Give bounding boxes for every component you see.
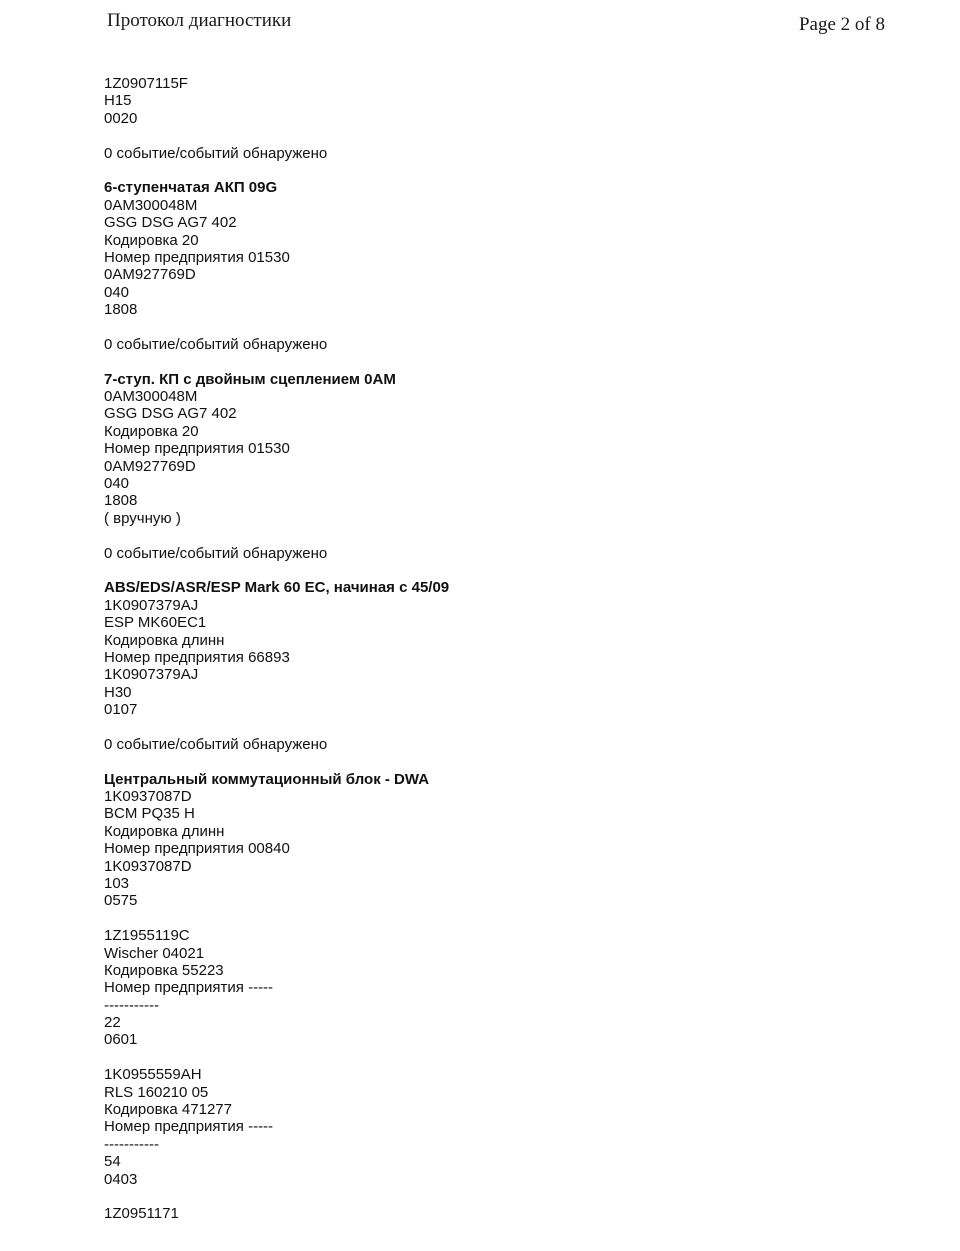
text-line: 1K0937087D [104,857,192,875]
blank-line [104,127,924,144]
text-line: H15 [104,92,132,110]
text-line: 1808 [104,492,138,510]
text-line: 1K0955559AH [104,1066,202,1084]
text-line: GSG DSG AG7 402 [104,214,237,232]
text-line: BCM PQ35 H [104,805,195,823]
text-line: 103 [104,874,130,892]
text-line: Номер предприятия ----- [104,1118,274,1136]
text-line: Кодировка 20 [104,422,199,440]
text-line: 0107 [104,701,138,719]
text-line: 0 событие/событий обнаружено [104,335,328,353]
text-line: ----------- [104,996,159,1014]
text-line: Номер предприятия ----- [104,979,274,997]
text-line: ----------- [104,1135,159,1153]
text-line: 0403 [104,1170,138,1188]
text-line: 040 [104,283,130,301]
blank-line [104,353,924,370]
text-line: ( вручную ) [104,509,181,527]
text-line: 0 событие/событий обнаружено [104,144,328,162]
text-line: GSG DSG AG7 402 [104,405,237,423]
section-heading: Центральный коммутационный блок - DWA [104,770,430,788]
text-line: 1K0907379AJ [104,666,199,684]
section-heading: 7-ступ. КП с двойным сцеплением 0AM [104,370,396,388]
text-line: 1Z0951171 [104,1205,179,1223]
text-line: 0601 [104,1031,138,1049]
text-line: 0AM927769D [104,266,196,284]
text-line: 1Z1955119C [104,927,190,945]
text-line: 54 [104,1153,121,1171]
text-line: 22 [104,1014,121,1032]
text-line: RLS 160210 05 [104,1083,209,1101]
text-line: Кодировка длинн [104,631,225,649]
text-line: 0AM300048M [104,388,198,406]
blank-line [104,562,924,579]
text-line: 0020 [104,109,138,127]
text-line: Номер предприятия 01530 [104,248,290,266]
protocol-body [104,75,924,1223]
page-number: Page 2 of 8 [798,14,885,35]
blank-line [104,527,924,544]
text-line: 0AM927769D [104,457,196,475]
text-line: H30 [104,683,132,701]
text-line: 0 событие/событий обнаружено [104,735,328,753]
text-line: 1808 [104,301,138,319]
text-line: 0 событие/событий обнаружено [104,544,328,562]
blank-line [104,910,924,927]
section-heading: 6-ступенчатая АКП 09G [104,179,278,197]
text-line: Номер предприятия 66893 [104,648,290,666]
blank-line [104,162,924,179]
text-line: Кодировка 471277 [104,1101,232,1119]
page-header [0,0,960,40]
text-line: Кодировка 55223 [104,961,224,979]
text-line: Кодировка длинн [104,822,225,840]
document-title: Протокол диагностики [107,10,292,31]
blank-line [104,1049,924,1066]
text-line: 1K0907379AJ [104,596,199,614]
blank-line [104,753,924,770]
blank-line [104,718,924,735]
text-line: Wischer 04021 [104,944,205,962]
text-line: ESP MK60EC1 [104,614,207,632]
blank-line [104,1188,924,1205]
text-line: Номер предприятия 01530 [104,440,290,458]
text-line: 040 [104,474,130,492]
text-line: 1Z0907115F [104,75,188,92]
text-line: 0575 [104,892,138,910]
text-line: 0AM300048M [104,196,198,214]
section-heading: ABS/EDS/ASR/ESP Mark 60 EC, начиная с 45/09 [104,579,450,597]
blank-line [104,318,924,335]
text-line: Кодировка 20 [104,231,199,249]
text-line: Номер предприятия 00840 [104,840,290,858]
text-line: 1K0937087D [104,788,192,806]
